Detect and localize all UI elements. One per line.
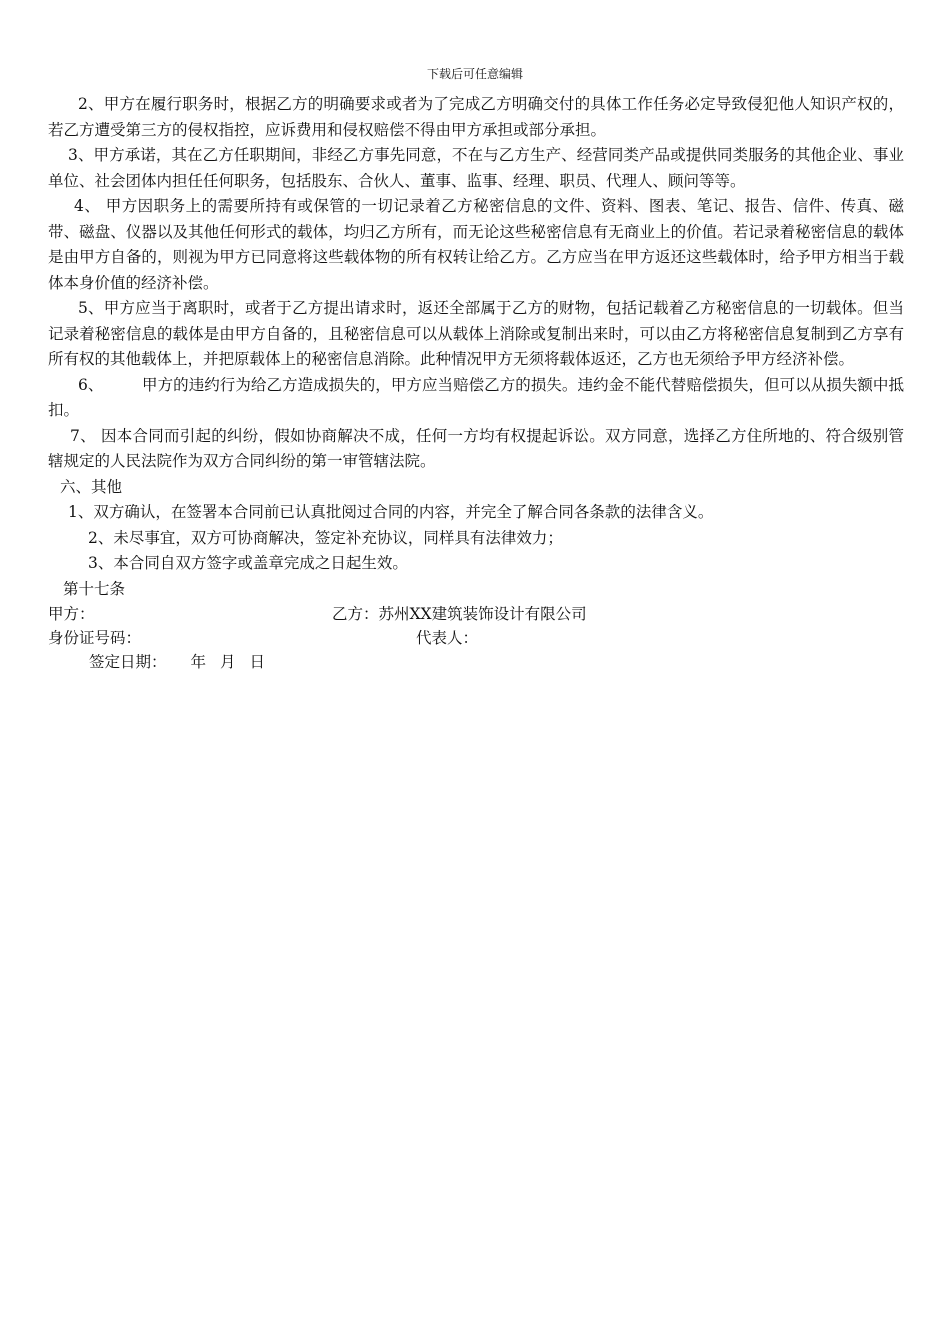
clause-4: 4、 甲方因职务上的需要所持有或保管的一切记录着乙方秘密信息的文件、资料、图表、笔记、报告、信件、传真、磁带、磁盘、仪器以及其他任何形式的载体，均归乙方所有，而无论这些秘密信息有无商业上的价值。若记录着秘密信息的载体是由甲方自备的，则视为甲方已同意将这些载体物的所有权转让给乙方。乙方应当在甲方返还这些载体时，给予甲方相当于载体本身价值的经济补偿。 — [48, 197, 904, 292]
clause-6-number: 6、 — [78, 375, 104, 394]
section-6-item-1: 1、双方确认，在签署本合同前已认真批阅过合同的内容，并完全了解合同各条款的法律含义。 — [68, 503, 714, 521]
clause-2: 2、甲方在履行职务时，根据乙方的明确要求或者为了完成乙方明确交付的具体工作任务必定导致侵犯他人知识产权的，若乙方遭受第三方的侵权指控，应诉费用和侵权赔偿不得由甲方承担或部分承担。 — [48, 95, 904, 139]
date-year: 年 — [190, 653, 207, 671]
section-6-item-2: 2、未尽事宜，双方可协商解决，签定补充协议，同样具有法律效力； — [88, 528, 563, 547]
party-b-label: 乙方：苏州XX建筑装饰设计有限公司 — [332, 605, 587, 623]
signing-date-label: 签定日期： — [89, 653, 167, 671]
section-6-title: 六、其他 — [60, 477, 123, 496]
date-month: 月 — [220, 653, 236, 671]
signature-row-ids — [48, 626, 904, 650]
signature-row-parties — [48, 602, 904, 626]
section-6-item-3: 3、本合同自双方签字或盖章完成之日起生效。 — [88, 554, 408, 572]
clause-3: 3、甲方承诺，其在乙方任职期间，非经乙方事先同意，不在与乙方生产、经营同类产品或提供同类服务的其他企业、事业单位、社会团体内担任任何职务，包括股东、合伙人、董事、监事、经理、职员、代理人、顾问等等。 — [48, 146, 904, 190]
signing-date — [48, 650, 904, 676]
clause-7: 7、 因本合同而引起的纠纷，假如协商解决不成，任何一方均有权提起诉讼。双方同意，选择乙方住所地的、符合级别管辖规定的人民法院作为双方合同纠纷的第一审管辖法院。 — [48, 426, 904, 470]
representative-label: 代表人： — [416, 629, 479, 647]
clause-6 — [48, 373, 904, 424]
article-17: 第十七条 — [63, 579, 126, 598]
date-day: 日 — [249, 653, 266, 671]
clause-6-text: 甲方的违约行为给乙方造成损失的，甲方应当赔偿乙方的损失。违约金不能代替赔偿损失，但可以从损失额中抵扣。 — [48, 375, 904, 419]
id-number-label: 身份证号码： — [48, 629, 142, 647]
party-a-label: 甲方： — [48, 605, 95, 623]
clause-5: 5、甲方应当于离职时，或者于乙方提出请求时，返还全部属于乙方的财物，包括记载着乙方秘密信息的一切载体。但当记录着秘密信息的载体是由甲方自备的，且秘密信息可以从载体上消除或复制出来时，可以由乙方将秘密信息复制到乙方享有所有权的其他载体上，并把原载体上的秘密信息消除。此种情况甲方无须将载体返还，乙方也无须给予甲方经济补偿。 — [48, 299, 904, 368]
contract-body — [48, 92, 904, 676]
page-header-note: 下载后可任意编辑 — [426, 67, 523, 81]
